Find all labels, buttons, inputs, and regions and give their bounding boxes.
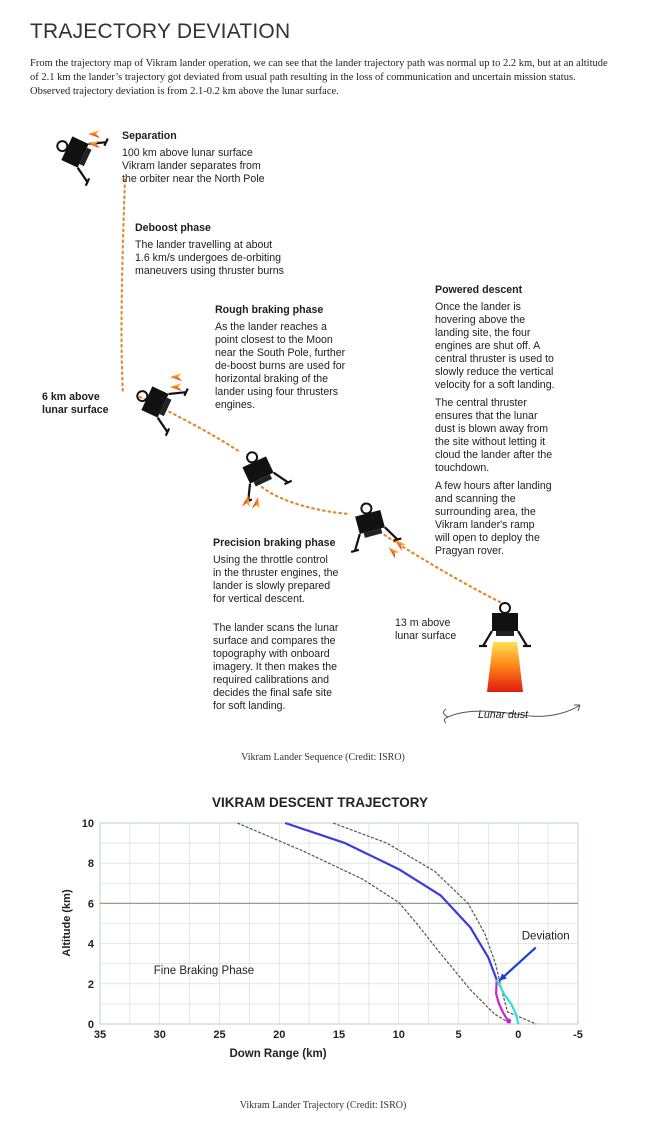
- x-tick-label: 0: [515, 1029, 522, 1041]
- y-tick-label: 4: [87, 938, 94, 951]
- y-tick-label: 6: [87, 898, 94, 911]
- annotation-fine-braking: Fine Braking Phase: [153, 964, 255, 977]
- deboost-block: [135, 222, 284, 278]
- y-tick-label: 8: [87, 858, 94, 871]
- powered-p2-line: dust is blown away from: [435, 423, 549, 435]
- powered-p1-line: hovering above the: [435, 314, 526, 326]
- page-title: TRAJECTORY DEVIATION: [30, 20, 291, 43]
- powered-p3-line: A few hours after landing: [435, 480, 552, 492]
- separation-block: [122, 130, 265, 186]
- powered-p2-line: The central thruster: [435, 397, 527, 409]
- x-tick-label: 20: [273, 1029, 286, 1041]
- powered-p3-line: Vikram lander's ramp: [435, 519, 535, 531]
- y-tick-label: 2: [87, 978, 94, 991]
- powered-heading: Powered descent: [435, 284, 523, 296]
- precision-line: lander is slowly prepared: [213, 580, 331, 592]
- powered-p3-line: and scanning the: [435, 493, 516, 505]
- powered-p2-line: ensures that the lunar: [435, 410, 538, 422]
- powered-descent-block: [435, 284, 555, 558]
- precision-line: for vertical descent.: [213, 593, 305, 605]
- x-tick-label: 5: [455, 1029, 462, 1041]
- x-tick-label: 15: [332, 1029, 346, 1041]
- separation-heading: Separation: [122, 130, 177, 142]
- rough-line: As the lander reaches a: [215, 321, 327, 333]
- plot-area: [82, 818, 583, 1041]
- thirteen-m-line: lunar surface: [395, 630, 457, 642]
- lander-separation-icon: [47, 120, 108, 185]
- separation-line: Vikram lander separates from: [122, 160, 261, 172]
- scan-line: surface and compares the: [213, 635, 336, 647]
- x-tick-label: 25: [213, 1029, 226, 1041]
- deviation-end-point: [506, 1018, 511, 1023]
- lander-sequence-figure: [30, 112, 616, 737]
- x-tick-label: 10: [392, 1029, 405, 1041]
- powered-p2-line: the site without letting it: [435, 436, 546, 448]
- rough-line: near the South Pole, further: [215, 347, 346, 359]
- chart-title: VIKRAM DESCENT TRAJECTORY: [211, 795, 429, 810]
- scan-line: imagery. It then makes the: [213, 661, 338, 673]
- trajectory-chart-svg: [58, 788, 588, 1063]
- lunar-dust-label: Lunar dust: [478, 709, 529, 721]
- figure2-caption: Vikram Lander Trajectory (Credit: ISRO): [239, 1100, 407, 1111]
- y-axis-label: Altitude (km): [61, 889, 73, 957]
- deboost-line: maneuvers using thruster burns: [135, 265, 284, 277]
- rough-line: engines.: [215, 399, 256, 411]
- powered-p1-line: engines are shut off. A: [435, 340, 541, 352]
- lander-rough-icon: [127, 370, 188, 435]
- y-tick-label: 10: [81, 818, 94, 830]
- lander-hover-icon: [479, 603, 531, 692]
- x-tick-label: 30: [153, 1029, 166, 1041]
- six-km-label: [42, 391, 109, 417]
- intro-paragraph: From the trajectory map of Vikram lander operation, we can see that the lander trajectory path was normal up to 2.2 km, but at an altitude of 2.1 km the lander’s trajectory got deviated from usual path resulting in the loss of communication and uncertain mission status. Observed trajectory deviation is from 2.1-0.2 km above the lunar surface.: [30, 58, 608, 97]
- powered-p1-line: velocity for a soft landing.: [435, 379, 555, 391]
- scan-line: for soft landing.: [213, 700, 286, 712]
- deboost-heading: Deboost phase: [135, 222, 211, 234]
- thirteen-m-label: [395, 617, 456, 643]
- descent-trajectory-chart: [58, 788, 588, 1063]
- scan-line: The lander scans the lunar: [213, 622, 339, 634]
- rough-heading: Rough braking phase: [215, 304, 324, 316]
- powered-p1-line: Once the lander is: [435, 301, 521, 313]
- rough-line: de-boost burns are used for: [215, 360, 346, 372]
- powered-p2-line: touchdown.: [435, 462, 490, 474]
- powered-p2-line: cloud the lander after the: [435, 449, 553, 461]
- annotation-deviation: Deviation: [521, 930, 570, 943]
- six-km-line: 6 km above: [42, 391, 100, 403]
- separation-line: 100 km above lunar surface: [122, 147, 253, 159]
- jets-separation-icon: [88, 130, 100, 148]
- precision-line: in the thruster engines, the: [213, 567, 339, 579]
- separation-line: the orbiter near the North Pole: [122, 173, 265, 185]
- x-tick-label: -5: [573, 1029, 583, 1041]
- deboost-line: 1.6 km/s undergoes de-orbiting: [135, 252, 282, 264]
- x-axis-label: Down Range (km): [229, 1048, 327, 1060]
- powered-p3-line: surrounding area, the: [435, 506, 536, 518]
- lander-precision2-icon: [340, 497, 401, 552]
- scan-line: decides the final safe site: [213, 687, 332, 699]
- powered-p1-line: slowly reduce the vertical: [435, 366, 554, 378]
- precision-line: Using the throttle control: [213, 554, 328, 566]
- thirteen-m-line: 13 m above: [395, 617, 451, 629]
- precision-braking-block: [213, 537, 338, 606]
- rough-line: horizontal braking of the: [215, 373, 329, 385]
- powered-p1-line: central thruster is used to: [435, 353, 554, 365]
- scan-line: required calibrations and: [213, 674, 330, 686]
- y-tick-label: 0: [87, 1019, 94, 1031]
- jets-precision1-icon: [242, 495, 262, 510]
- six-km-line: lunar surface: [42, 404, 109, 416]
- x-tick-label: 35: [93, 1029, 107, 1041]
- rough-braking-block: [215, 304, 345, 412]
- lander-precision1-icon: [226, 442, 291, 503]
- powered-p3-line: will open to deploy the: [435, 532, 540, 544]
- jets-rough-icon: [170, 373, 182, 391]
- scan-block: [213, 622, 338, 713]
- rough-line: lander using four thrusters: [215, 386, 339, 398]
- rough-line: point closest to the Moon: [215, 334, 333, 346]
- figure1-caption: Vikram Lander Sequence (Credit: ISRO): [241, 752, 405, 763]
- scan-line: topography with onboard: [213, 648, 330, 660]
- powered-p3-line: Pragyan rover.: [435, 545, 504, 557]
- powered-p1-line: landing site, the four: [435, 327, 531, 339]
- deboost-line: The lander travelling at about: [135, 239, 273, 251]
- precision-heading: Precision braking phase: [213, 537, 336, 549]
